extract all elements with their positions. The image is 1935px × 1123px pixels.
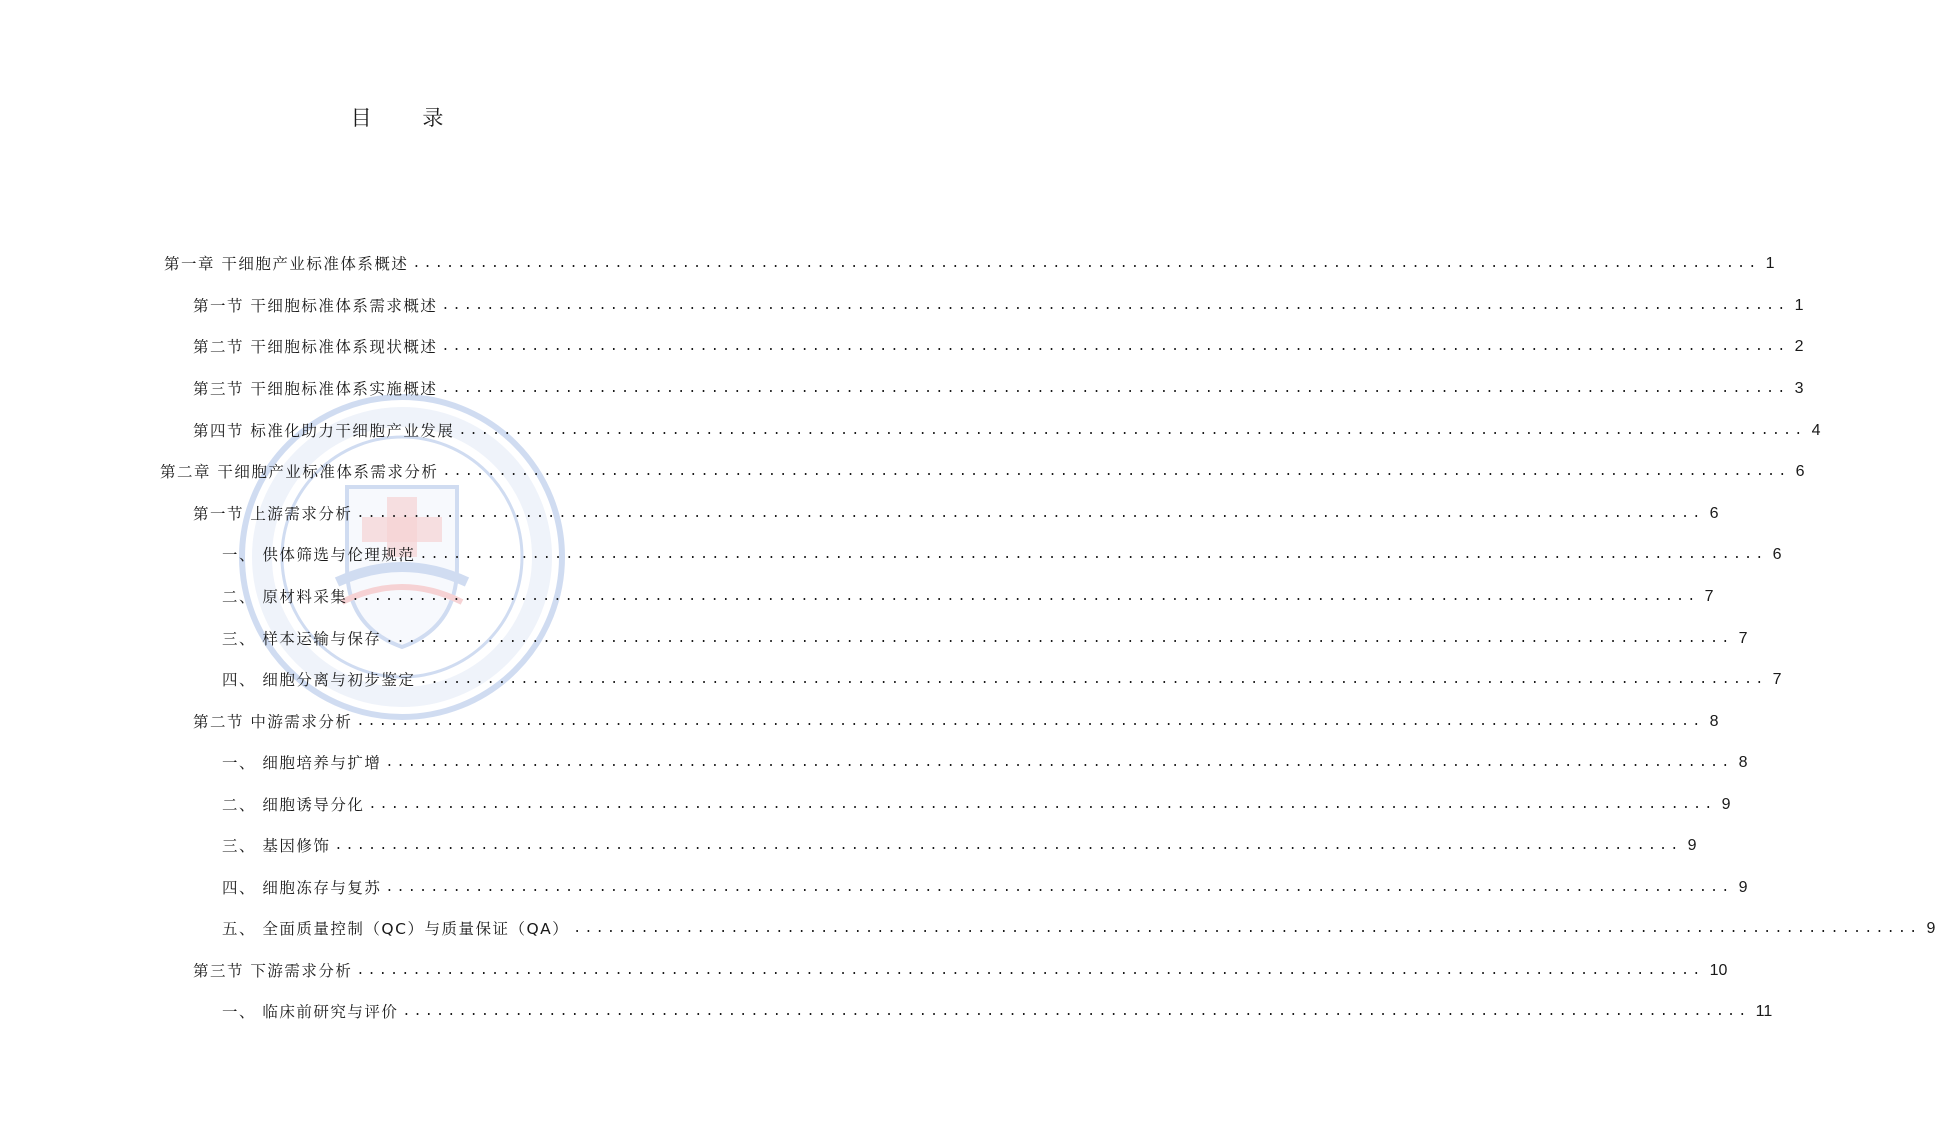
toc-entry[interactable] — [193, 959, 1728, 983]
toc-entry[interactable] — [222, 543, 1782, 567]
toc-entry[interactable] — [193, 377, 1804, 401]
toc-entry-title: 三、 样本运输与保存 — [222, 630, 382, 648]
toc-leader-dots: ........................................................................................................................ — [356, 506, 1704, 521]
toc-entry[interactable] — [164, 252, 1775, 276]
toc-page-number: 6 — [1795, 463, 1805, 480]
toc-leader-dots: ........................................................................................................................ — [441, 339, 1789, 354]
toc-leader-dots: ........................................................................................................................ — [442, 464, 1790, 479]
toc-page-number: 11 — [1755, 1003, 1773, 1020]
toc-leader-dots: ........................................................................................................................ — [419, 672, 1767, 687]
toc-leader-dots: ........................................................................................................................ — [573, 921, 1921, 936]
toc-leader-dots: ........................................................................................................................ — [441, 381, 1789, 396]
toc-page-number: 2 — [1794, 338, 1804, 355]
toc-page-number: 6 — [1772, 546, 1782, 563]
toc-entry-title: 五、 全面质量控制（QC）与质量保证（QA） — [222, 920, 570, 938]
toc-page-number: 7 — [1704, 588, 1714, 605]
toc-entry-title: 四、 细胞分离与初步鉴定 — [222, 671, 416, 689]
toc-page-number: 10 — [1709, 962, 1728, 979]
toc-entry-title: 一、 细胞培养与扩增 — [222, 754, 382, 772]
toc-entry[interactable] — [193, 710, 1719, 734]
toc-leader-dots: ........................................................................................................................ — [385, 631, 1733, 646]
toc-page-number: 9 — [1687, 837, 1697, 854]
toc-leader-dots: ........................................................................................................................ — [385, 880, 1733, 895]
toc-leader-dots: ........................................................................................................................ — [441, 298, 1789, 313]
toc-page-number: 4 — [1811, 422, 1821, 439]
toc-entry-title: 二、 细胞诱导分化 — [222, 796, 365, 814]
toc-entry-title: 第二节 中游需求分析 — [193, 713, 353, 731]
toc-entry[interactable] — [222, 1000, 1773, 1024]
toc-leader-dots: ........................................................................................................................ — [458, 423, 1806, 438]
toc-entry-title: 第二节 干细胞标准体系现状概述 — [193, 338, 438, 356]
toc-page-number: 6 — [1709, 505, 1719, 522]
toc-entry-title: 第四节 标准化助力干细胞产业发展 — [193, 422, 455, 440]
toc-entry-title: 第三节 下游需求分析 — [193, 962, 353, 980]
toc-entry[interactable] — [193, 294, 1804, 318]
toc-leader-dots: ........................................................................................................................ — [385, 755, 1733, 770]
toc-entry[interactable] — [222, 585, 1714, 609]
toc-entry[interactable] — [222, 751, 1748, 775]
toc-page-number: 9 — [1721, 796, 1731, 813]
toc-leader-dots: ........................................................................................................................ — [368, 797, 1716, 812]
toc-entry-title: 四、 细胞冻存与复苏 — [222, 879, 382, 897]
toc-entry-title: 二、 原材料采集 — [222, 588, 348, 606]
toc-page-number: 9 — [1926, 920, 1935, 937]
toc-entry[interactable] — [222, 793, 1731, 817]
toc-entry[interactable] — [222, 627, 1748, 651]
toc-entry[interactable] — [193, 419, 1821, 443]
toc-entry-title: 第三节 干细胞标准体系实施概述 — [193, 380, 438, 398]
toc-entry-title: 三、 基因修饰 — [222, 837, 331, 855]
toc-entry-title: 第一节 干细胞标准体系需求概述 — [193, 297, 438, 315]
toc-entry-title: 一、 临床前研究与评价 — [222, 1003, 399, 1021]
toc-entry[interactable] — [222, 876, 1748, 900]
toc-entry-title: 第一章 干细胞产业标准体系概述 — [164, 255, 409, 273]
toc-page-number: 7 — [1772, 671, 1782, 688]
page-title: 目 录 — [350, 106, 466, 130]
toc-leader-dots: ........................................................................................................................ — [351, 589, 1699, 604]
toc-leader-dots: ........................................................................................................................ — [419, 547, 1767, 562]
toc-entry-title: 第一节 上游需求分析 — [193, 505, 353, 523]
toc-leader-dots: ........................................................................................................................ — [334, 838, 1682, 853]
toc-page-number: 7 — [1738, 630, 1748, 647]
toc-entry[interactable] — [222, 834, 1697, 858]
toc-leader-dots: ........................................................................................................................ — [402, 1004, 1750, 1019]
toc-entry-title: 第二章 干细胞产业标准体系需求分析 — [160, 463, 439, 481]
toc-page-number: 1 — [1794, 297, 1804, 314]
toc-entry[interactable] — [193, 335, 1804, 359]
toc-page-number: 8 — [1738, 754, 1748, 771]
toc-page-number: 8 — [1709, 713, 1719, 730]
toc-leader-dots: ........................................................................................................................ — [412, 256, 1760, 271]
toc-page-number: 1 — [1765, 255, 1775, 272]
toc-leader-dots: ........................................................................................................................ — [356, 714, 1704, 729]
toc-entry[interactable] — [193, 502, 1719, 526]
toc-leader-dots: ........................................................................................................................ — [356, 963, 1704, 978]
toc-entry[interactable] — [160, 460, 1805, 484]
toc-entry-title: 一、 供体筛选与伦理规范 — [222, 546, 416, 564]
toc-page-number: 9 — [1738, 879, 1748, 896]
toc-entry[interactable] — [222, 668, 1782, 692]
toc-page-number: 3 — [1794, 380, 1804, 397]
toc-entry[interactable] — [222, 917, 1935, 941]
